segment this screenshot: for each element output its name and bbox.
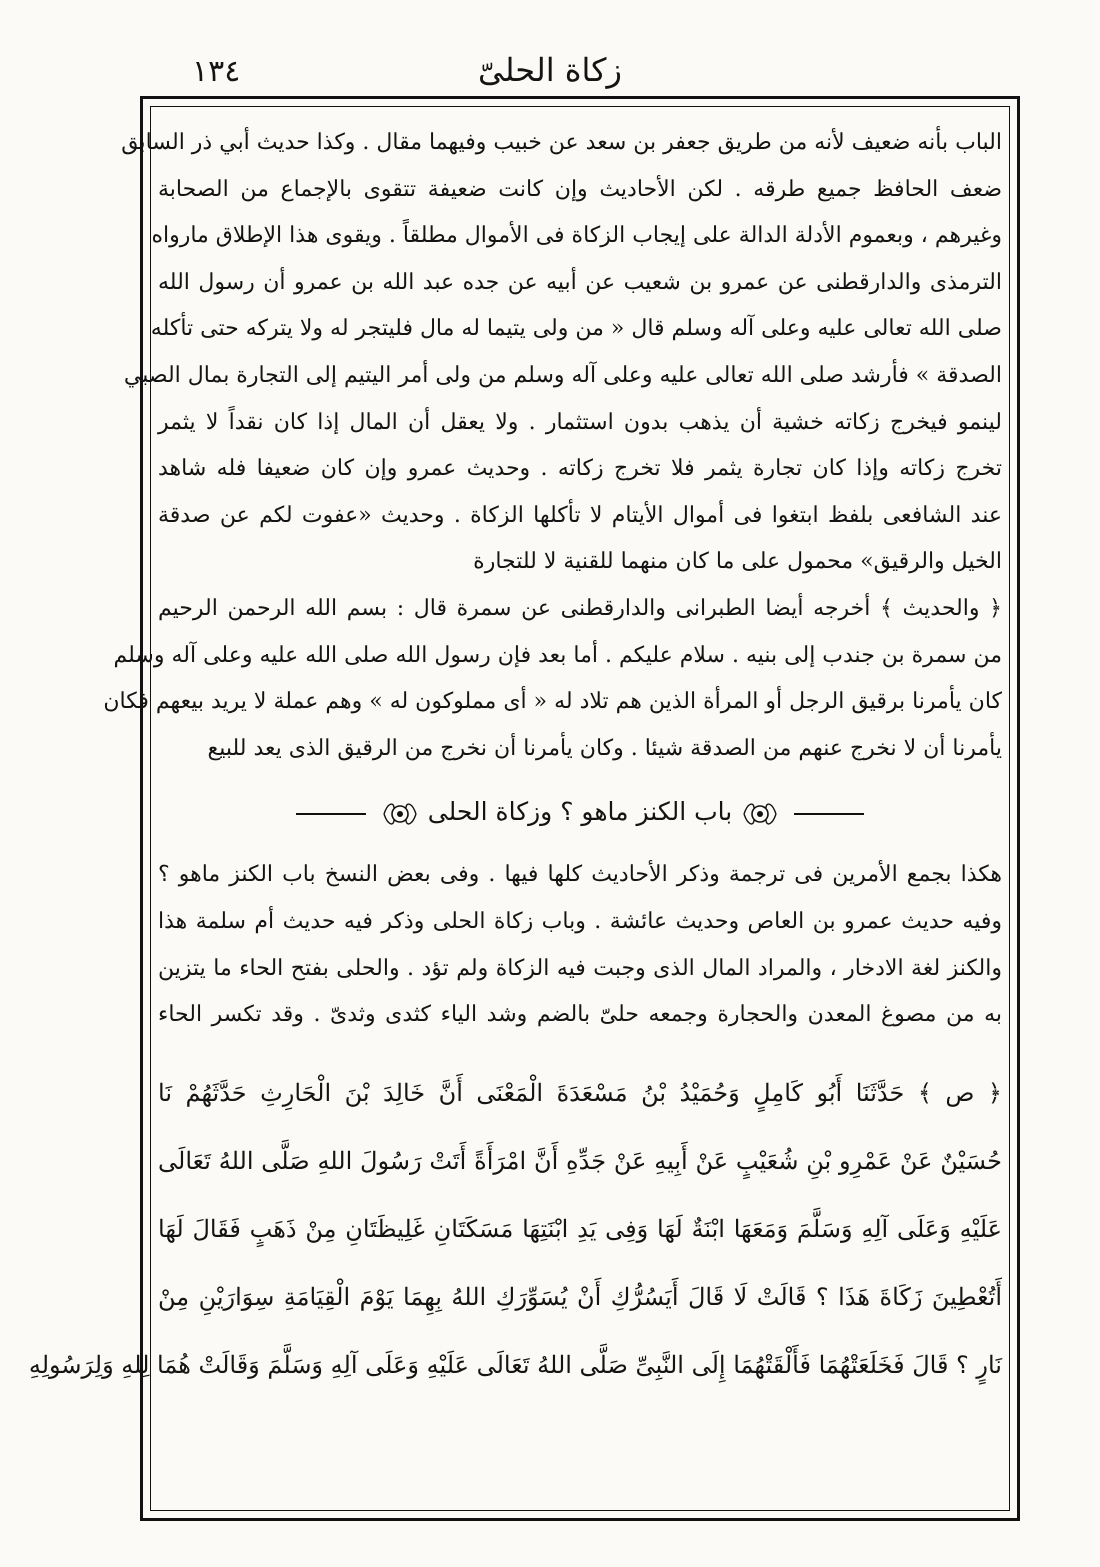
section-heading-text: باب الكنز ماهو ؟ وزكاة الحلى [427, 797, 733, 827]
spacer [158, 1039, 1002, 1059]
hadith-line: ﴿ ص ﴾ حَدَّثَنَا أَبُو كَامِلٍ وَحُمَيْدُ بْنُ مَسْعَدَةَ الْمَعْنَى أَنَّ خَالِدَ بْنَ الْحَارِثِ حَدَّثَهُمْ نَا [158, 1078, 1002, 1107]
text-line: من سمرة بن جندب إلى بنيه . سلام عليكم . أما بعد فإن رسول الله صلى الله عليه وعلى آله وسلم [113, 642, 1002, 668]
text-line: والكنز لغة الادخار ، والمراد المال الذى وجبت فيه الزكاة ولم تؤد . والحلى بفتح الحاء ما يتزين [158, 955, 1002, 981]
hadith-line: حُسَيْنٌ عَنْ عَمْرِو بْنِ شُعَيْبٍ عَنْ أَبِيهِ عَنْ جَدِّهِ أَنَّ امْرَأَةً أَتَتْ رَسُولَ اللهِ صَلَّى اللهُ تَعَالَى [158, 1146, 1002, 1175]
commentary-block [103, 120, 1002, 772]
section-heading [158, 772, 1002, 852]
hadith-line: نَارٍ ؟ قَالَ فَخَلَعَتْهُمَا فَأَلْقَتْهُمَا إِلَى النَّبِىِّ صَلَّى اللهُ تَعَالَى عَلَيْهِ وَعَلَى آلِهِ وَسَلَّمَ وَقَالَتْ هُمَا لِلهِ وَلِرَسُولِهِ [28, 1350, 1002, 1379]
ornament-icon [740, 796, 780, 832]
text-line: ضعف الحافظ جميع طرقه . لكن الأحاديث وإن كانت ضعيفة تتقوى بالإجماع من الصحابة [158, 176, 1002, 202]
text-line: وغيرهم ، وبعموم الأدلة الدالة على إيجاب الزكاة فى الأموال مطلقاً . ويقوى هذا الإطلاق مارواه [151, 223, 1002, 249]
page-title: زكاة الحلىّ [478, 51, 622, 89]
text-line: الصدقة » فأرشد صلى الله تعالى عليه وعلى آله وسلم من ولى أمر اليتيم إلى التجارة بمال الصبي [123, 362, 1002, 388]
text-line: الخيل والرقيق» محمول على ما كان منهما للقنية لا للتجارة [473, 549, 1002, 575]
text-line: وفيه حديث عمرو بن العاص وحديث عائشة . وباب زكاة الحلى وذكر فيه حديث أم سلمة هذا [158, 908, 1002, 934]
ornament-icon [380, 796, 420, 832]
divider [296, 813, 366, 815]
text-line: الترمذى والدارقطنى عن عمرو بن شعيب عن أبيه عن جده عبد الله بن عمرو أن رسول الله [158, 269, 1002, 295]
text-line: عند الشافعى بلفظ ابتغوا فى أموال الأيتام لا تأكلها الزكاة . وحديث «عفوت لكم عن صدقة [158, 502, 1002, 528]
text-line: صلى الله تعالى عليه وعلى آله وسلم قال « من ولى يتيما له مال فليتجر له ولا يتركه حتى تأكله [150, 316, 1002, 342]
text-line: تخرج زكاته وإذا كان تجارة يثمر فلا تخرج زكاته . وحديث عمرو وإن كان ضعيفا فله شاهد [158, 456, 1002, 482]
text-line: يأمرنا أن لا نخرج عنهم من الصدقة شيئا . وكان يأمرنا أن نخرج من الرقيق الذى يعد للبيع [207, 735, 1002, 761]
hadith-line: أَتُعْطِينَ زَكَاةَ هَذَا ؟ قَالَتْ لَا قَالَ أَيَسُرُّكِ أَنْ يُسَوِّرَكِ اللهُ بِهِمَا يَوْمَ الْقِيَامَةِ سِوَارَيْنِ مِنْ [158, 1282, 1002, 1311]
page-number: ١٣٤ [192, 54, 241, 89]
divider [794, 813, 864, 815]
text-line: كان يأمرنا برقيق الرجل أو المرأة الذين هم تلاد له « أى مملوكون له » وهم عملة لا يريد بيعهم فكان [103, 689, 1002, 715]
text-line: ﴿ والحديث ﴾ أخرجه أيضا الطبرانى والدارقطنى عن سمرة قال : بسم الله الرحمن الرحيم [158, 595, 1002, 621]
explanation-block [158, 852, 1002, 1038]
text-line: الباب بأنه ضعيف لأنه من طريق جعفر بن سعد عن خبيب وفيهما مقال . وكذا حديث أبي ذر السابق [121, 130, 1002, 155]
hadith-block [28, 1059, 1002, 1399]
text-line: هكذا بجمع الأمرين فى ترجمة وذكر الأحاديث كلها فيها . وفى بعض النسخ باب الكنز ماهو ؟ [158, 862, 1002, 888]
text-line: لينمو فيخرج زكاته خشية أن يذهب بدون استثمار . ولا يعقل أن المال إذا كان نقداً لا يثمر [158, 409, 1002, 435]
hadith-line: عَلَيْهِ وَعَلَى آلِهِ وَسَلَّمَ وَمَعَهَا ابْنَةٌ لَهَا وَفِى يَدِ ابْنَتِهَا مَسَكَتَانِ غَلِيظَتَانِ مِنْ ذَهَبٍ فَقَالَ لَهَا [158, 1214, 1002, 1243]
page-body [28, 120, 1002, 1399]
text-line: به من مصوغ المعدن والحجارة وجمعه حلىّ بالضم وشد الياء كثدى وثدىّ . وقد تكسر الحاء [158, 1002, 1002, 1028]
